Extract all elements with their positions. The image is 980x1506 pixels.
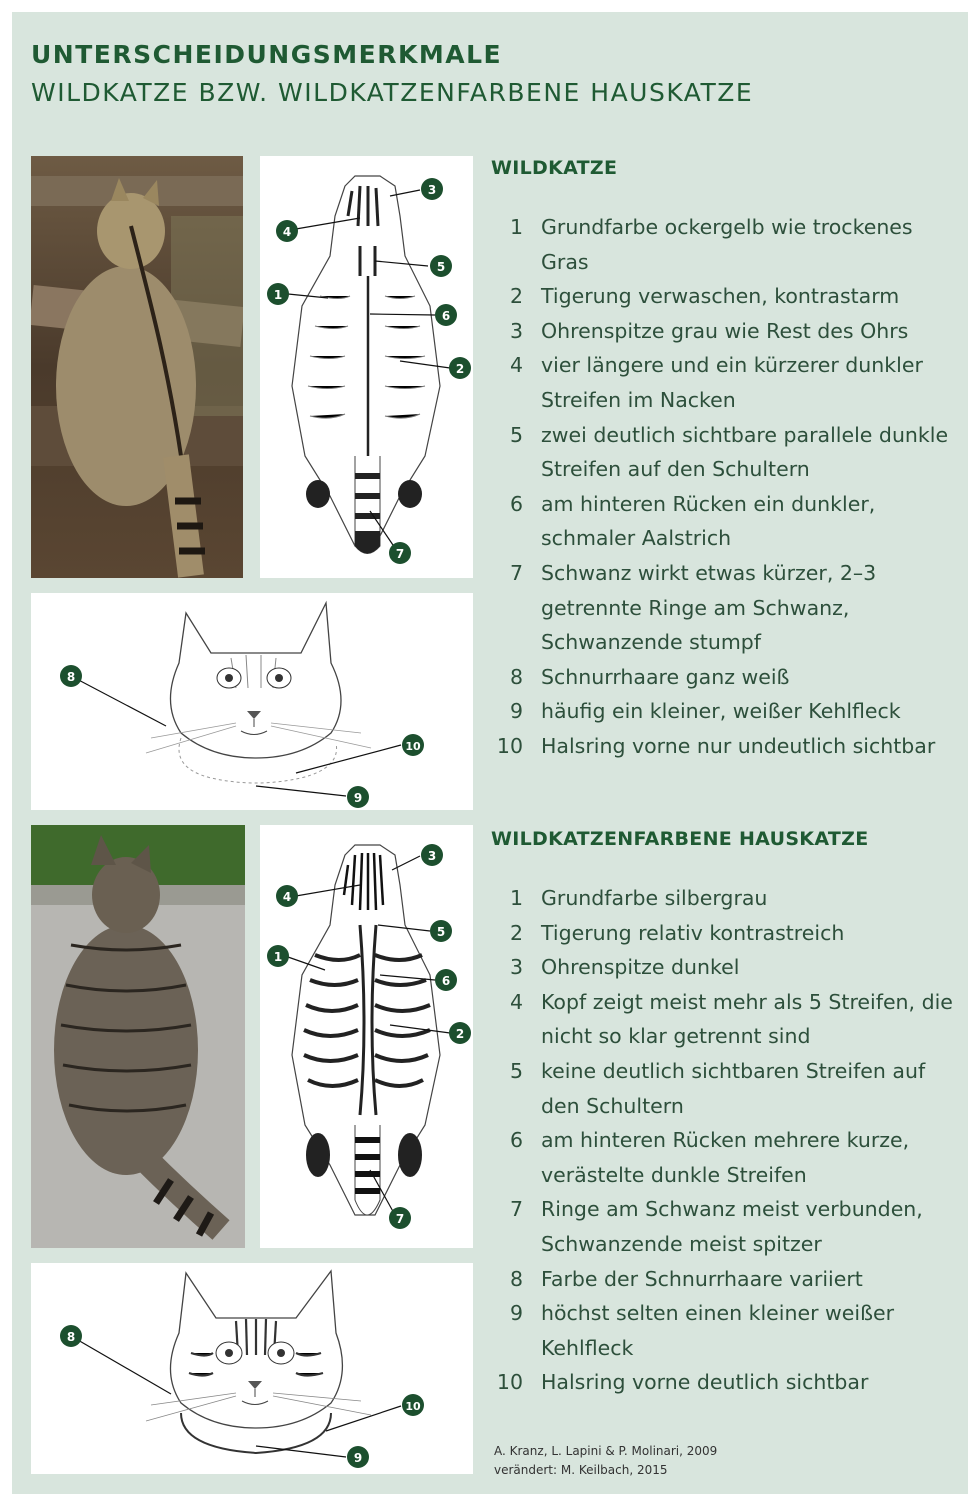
item-number: 1 — [509, 215, 523, 239]
marker-label: 3 — [427, 183, 437, 197]
list-item — [491, 1296, 961, 1365]
list-item — [491, 729, 961, 764]
marker-label: 7 — [395, 547, 405, 561]
item-number: 1 — [509, 886, 523, 910]
item-number: 10 — [496, 733, 523, 758]
marker-label: 4 — [282, 225, 292, 239]
item-text: keine deutlich sichtbaren Streifen auf den Schultern — [541, 1058, 926, 1118]
item-number: 2 — [509, 284, 523, 309]
item-text: Ohrenspitze dunkel — [541, 955, 740, 980]
list-item — [491, 556, 961, 660]
marker-label: 8 — [66, 1330, 76, 1344]
credit-line-modified: verändert: M. Keilbach, 2015 — [494, 1463, 668, 1477]
credit-line-authors: A. Kranz, L. Lapini & P. Molinari, 2009 — [494, 1444, 718, 1458]
item-text: häufig ein kleiner, weißer Kehlfleck — [541, 699, 901, 724]
marker-label: 2 — [455, 362, 465, 376]
wildkatze-feature-list — [491, 210, 961, 764]
marker-label: 8 — [66, 670, 76, 684]
item-text: Halsring vorne deutlich sichtbar — [541, 1370, 869, 1395]
item-number: 6 — [509, 1128, 523, 1153]
marker-label: 9 — [353, 791, 363, 805]
wildcat-topview-drawing — [260, 156, 473, 578]
wildcat-photo — [31, 156, 243, 578]
list-item — [491, 314, 961, 349]
list-item — [491, 985, 961, 1054]
marker-label: 6 — [441, 309, 451, 323]
item-number: 5 — [509, 1058, 523, 1083]
wildkatze-heading: WILDKATZE — [491, 157, 618, 179]
marker-label: 10 — [405, 1400, 421, 1413]
list-item — [491, 916, 961, 951]
marker-label: 1 — [273, 288, 283, 302]
item-number: 7 — [509, 1197, 523, 1222]
page-title: UNTERSCHEIDUNGSMERKMALE — [31, 40, 503, 69]
wildcat-face-drawing — [31, 593, 473, 810]
marker-label: 3 — [427, 849, 437, 863]
list-item — [491, 1365, 961, 1400]
housecat-face-drawing — [31, 1263, 473, 1474]
list-item — [491, 279, 961, 314]
item-text: Tigerung relativ kontrastreich — [541, 920, 845, 945]
item-number: 8 — [509, 664, 523, 689]
marker-label: 10 — [405, 740, 421, 753]
item-number: 3 — [509, 318, 523, 343]
marker-label: 9 — [353, 1451, 363, 1465]
item-text: Schnurrhaare ganz weiß — [541, 664, 790, 689]
item-text: Schwanz wirkt etwas kürzer, 2–3 getrennte Ringe am Schwanz, Schwanzende stumpf — [541, 560, 877, 655]
marker-label: 5 — [436, 260, 446, 274]
item-number: 2 — [509, 920, 523, 945]
item-text: Grundfarbe silbergrau — [541, 886, 768, 910]
item-text: am hinteren Rücken mehrere kurze, verästelte dunkle Streifen — [541, 1128, 910, 1187]
item-text: Ohrenspitze grau wie Rest des Ohrs — [541, 318, 909, 343]
list-item — [491, 881, 961, 916]
housecat-photo — [31, 825, 245, 1248]
item-text: Tigerung verwaschen, kontrastarm — [541, 284, 900, 309]
marker-label: 4 — [282, 890, 292, 904]
list-item — [491, 950, 961, 985]
marker-label: 2 — [455, 1027, 465, 1041]
item-text: Kopf zeigt meist mehr als 5 Streifen, die nicht so klar getrennt sind — [541, 989, 953, 1049]
item-text: am hinteren Rücken ein dunkler, schmaler Aalstrich — [541, 491, 876, 551]
item-text: Grundfarbe ockergelb wie trockenes Gras — [541, 215, 913, 274]
list-item — [491, 210, 961, 279]
list-item — [491, 694, 961, 729]
list-item — [491, 1054, 961, 1123]
item-number: 8 — [509, 1266, 523, 1291]
item-text: Ringe am Schwanz meist verbunden, Schwanzende meist spitzer — [541, 1197, 923, 1256]
marker-label: 7 — [395, 1212, 405, 1226]
item-text: Farbe der Schnurrhaare variiert — [541, 1266, 863, 1291]
housecat-topview-drawing — [260, 825, 473, 1248]
marker-label: 1 — [273, 950, 283, 964]
list-item — [491, 348, 961, 417]
item-text: höchst selten einen kleiner weißer Kehlfleck — [541, 1301, 895, 1360]
marker-label: 5 — [436, 925, 446, 939]
page-subtitle: WILDKATZE BZW. WILDKATZENFARBENE HAUSKATZE — [31, 78, 754, 107]
item-number: 9 — [509, 699, 523, 724]
item-number: 4 — [509, 989, 523, 1014]
hauskatze-heading: WILDKATZENFARBENE HAUSKATZE — [491, 828, 869, 850]
list-item — [491, 660, 961, 695]
item-text: vier längere und ein kürzerer dunkler Streifen im Nacken — [541, 353, 923, 412]
item-number: 6 — [509, 491, 523, 516]
list-item — [491, 418, 961, 487]
hauskatze-feature-list — [491, 881, 961, 1400]
item-number: 10 — [496, 1370, 523, 1395]
marker-label: 6 — [441, 974, 451, 988]
list-item — [491, 487, 961, 556]
item-text: Halsring vorne nur undeutlich sichtbar — [541, 733, 936, 758]
item-number: 5 — [509, 422, 523, 447]
item-text: zwei deutlich sichtbare parallele dunkle Streifen auf den Schultern — [541, 422, 949, 482]
list-item — [491, 1262, 961, 1297]
item-number: 9 — [509, 1301, 523, 1326]
item-number: 3 — [509, 955, 523, 980]
item-number: 4 — [509, 353, 523, 378]
item-number: 7 — [509, 560, 523, 585]
list-item — [491, 1192, 961, 1261]
list-item — [491, 1123, 961, 1192]
